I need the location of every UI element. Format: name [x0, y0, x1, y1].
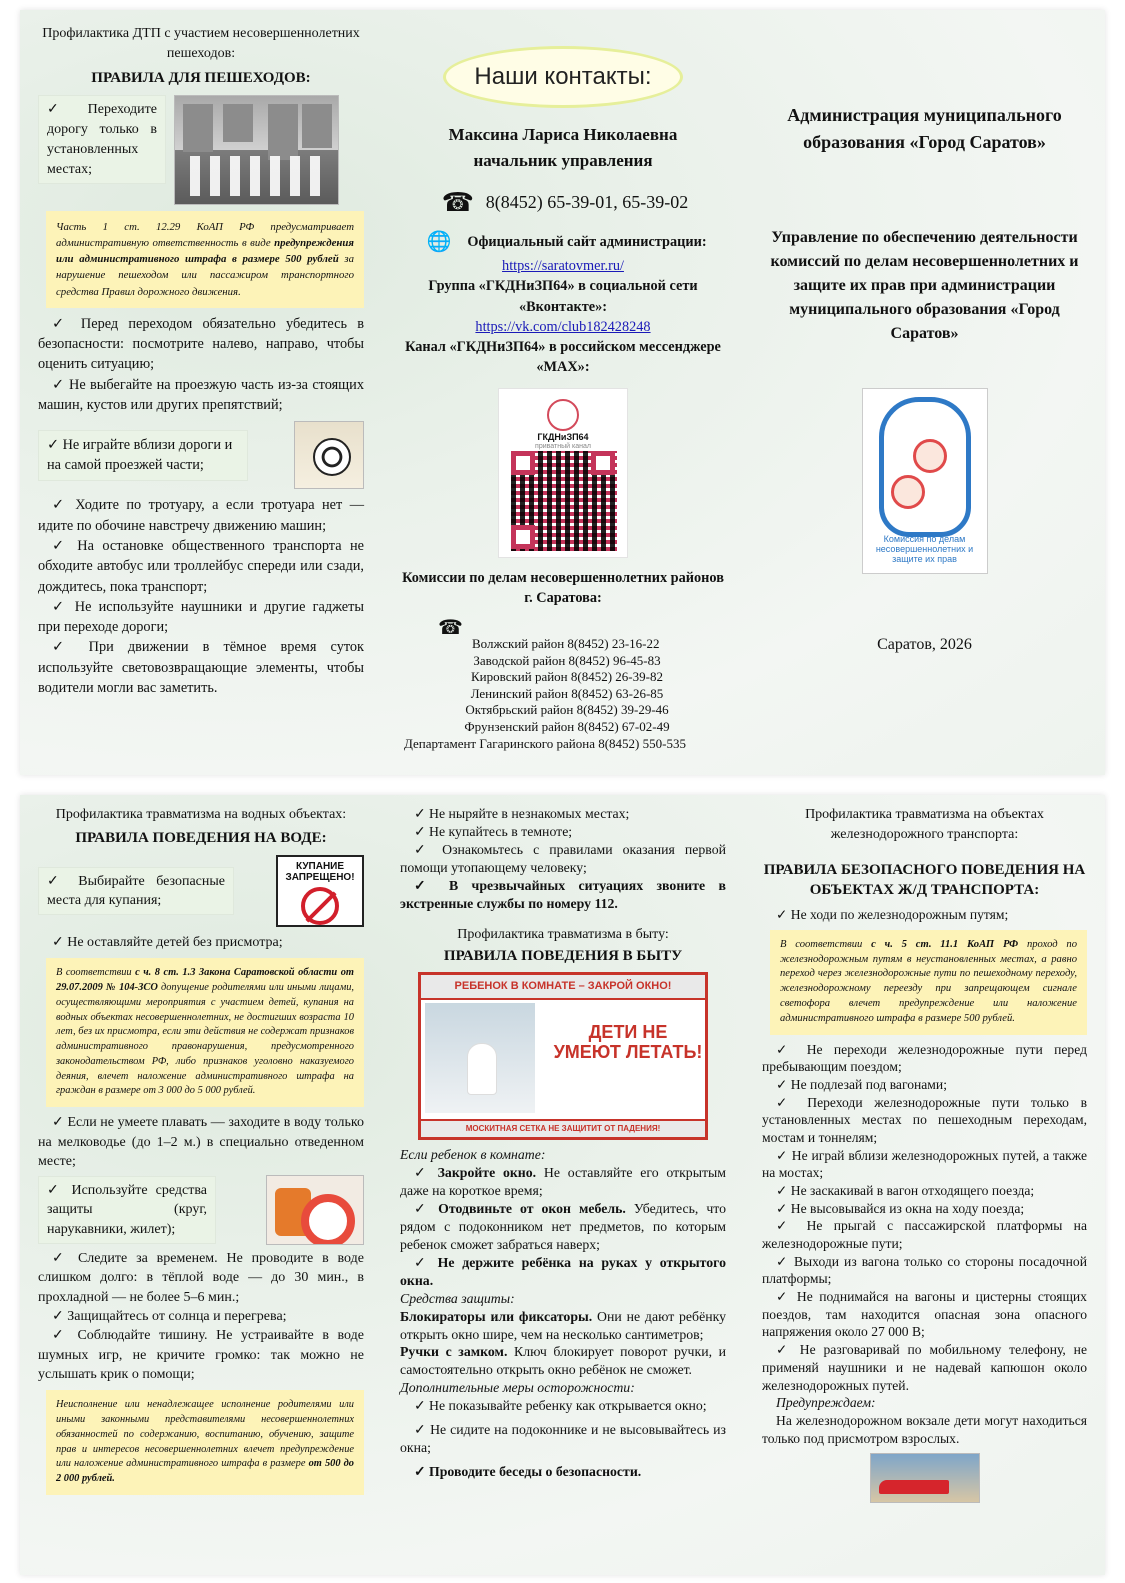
head-name: Максина Лариса Николаевна	[448, 125, 678, 144]
city-year: Саратов, 2026	[877, 636, 972, 653]
rule-item: ✓ Следите за временем. Не проводите в воде слишком долго: в тёплой воде — до 30 мин., в прохладной — не более 5–6 мин.;	[38, 1249, 364, 1307]
rule-item: ✓ Переходите дорогу только в установленных местах;	[38, 95, 166, 185]
commission-logo	[862, 388, 988, 574]
max-label: Канал «ГКДНиЗП64» в российском мессенджере «МАХ»:	[405, 339, 721, 376]
warning-label: Предупреждаем:	[776, 1395, 876, 1411]
district-phone: Волжский район 8(8452) 23-16-22	[472, 635, 660, 651]
crosswalk-image	[174, 95, 339, 205]
rule-item: ✓ Если не умеете плавать — заходите в воду только на мелководье (до 1–2 м.) в специально отведенном месте;	[38, 1113, 364, 1171]
contacts-heading: Наши контакты:	[443, 46, 683, 108]
organization-title: Администрация муниципального образования «Город Саратов»	[787, 105, 1062, 152]
district-phone: Департамент Гагаринского района 8(8452) 550-535	[404, 735, 686, 751]
rule-item: ✓ На остановке общественного транспорта не обходите автобус или троллейбус спереди или сзади, дождитесь, пока транспорт;	[38, 536, 364, 597]
commissions-title: Комиссии по делам несовершеннолетних районов г. Саратова:	[402, 569, 724, 607]
phone-icon: ☎	[441, 187, 474, 217]
life-vest-image	[266, 1175, 364, 1245]
rule-item: ✓ Не играйте вблизи дороги и на самой проезжей части;	[38, 430, 248, 481]
district-phone: Кировский район 8(8452) 26-39-82	[471, 669, 663, 685]
legal-note: В соответствии с ч. 8 ст. 1.3 Закона Саратовской области от 29.07.2009 № 104-ЗСО допущение родителями или иными лицами, осуществляющими мероприятия с участием детей, купания на водных объектах несовершеннолетних, не достигших возраста 10 лет, без их присмотра, если эти действия не содержат признаков административного правонарушения, предусмотренного законодательством РФ, либо признаков уголовно наказуемого деяния, влечет наложение административного штрафа на граждан в размере от 3 000 до 5 000 рублей.	[46, 958, 364, 1107]
rule-item: ✓ Не прыгай с пассажирской платформы на железнодорожные пути;	[762, 1217, 1087, 1252]
child-at-window-image	[425, 1003, 535, 1113]
section-subtitle: Профилактика ДТП с участием несовершеннолетних пешеходов:	[42, 26, 360, 62]
rule-item: ✓ Не ныряйте в незнакомых местах;	[400, 805, 726, 823]
railway-rules-column	[744, 795, 1105, 1575]
window-safety-poster	[418, 972, 708, 1140]
section-title: ПРАВИЛА БЕЗОПАСНОГО ПОВЕДЕНИЯ НА ОБЪЕКТАХ Ж/Д ТРАНСПОРТА:	[763, 861, 1086, 898]
rule-item: ✓ Не разговаривай по мобильному телефону, не применяй наушники и не надевай капюшон около железнодорожных путей.	[762, 1341, 1087, 1394]
rule-item: ✓ Закройте окно. Не оставляйте его открытым даже на короткое время;	[400, 1164, 726, 1200]
rule-item: ✓ Не играй вблизи железнодорожных путей, а также на мостах;	[762, 1147, 1087, 1182]
district-phone: Фрунзенский район 8(8452) 67-02-49	[464, 719, 670, 735]
head-phone: 8(8452) 65-39-01, 65-39-02	[485, 192, 689, 213]
section-title: ПРАВИЛА ПОВЕДЕНИЯ НА ВОДЕ:	[75, 830, 327, 847]
logo-caption: Комиссия по делам несовершеннолетних и защите их прав	[875, 534, 974, 565]
vk-link[interactable]: https://vk.com/club182428248	[475, 318, 651, 335]
qr-title: ГКДНиЗП64	[537, 431, 589, 442]
qr-subtitle: приватный канал	[535, 442, 591, 450]
district-phone: Заводской район 8(8452) 96-45-83	[473, 652, 661, 668]
home-rules-column	[382, 795, 744, 1575]
protection-item: Ручки с замком. Ключ блокирует поворот ручки, и самостоятельно открыть окно ребёнок не сможет.	[400, 1344, 727, 1378]
train-image	[870, 1453, 980, 1503]
section-title: ПРАВИЛА ДЛЯ ПЕШЕХОДОВ:	[91, 69, 311, 86]
rule-item: ✓ Выходи из вагона только со стороны посадочной платформы;	[762, 1253, 1087, 1288]
legal-note: В соответствии с ч. 5 ст. 11.1 КоАП РФ проход по железнодорожным путям в неустановленных местах, а равно переход через железнодорожные пути по пешеходному переходу, железнодорожному переезду при запрещающем сигнале светофора влечет предупреждение или наложение административного штрафа в размере 500 рублей.	[770, 930, 1087, 1035]
subheading: Средства защиты:	[400, 1290, 515, 1306]
site-label: Официальный сайт администрации:	[467, 233, 707, 250]
district-list	[400, 616, 726, 752]
rule-item: ✓ Не высовывайся из окна на ходу поезда;	[762, 1200, 1087, 1218]
water-rules-column	[20, 795, 382, 1575]
brochure-inner-side	[20, 795, 1105, 1575]
phone-icon: ☎	[438, 617, 463, 640]
sign-text: КУПАНИЕ ЗАПРЕЩЕНО!	[285, 860, 355, 883]
rule-item: ✓ Не сидите на подоконнике и не высовывайтесь из окна;	[400, 1421, 726, 1457]
rule-item: ✓ Не ходи по железнодорожным путям;	[762, 906, 1087, 924]
rule-item: ✓ Не выбегайте на проезжую часть из-за стоящих машин, кустов или других препятствий;	[38, 375, 364, 416]
section-subtitle: Профилактика травматизма в быту:	[457, 926, 669, 942]
rule-item: ✓ Не купайтесь в темноте;	[400, 823, 726, 841]
district-phone: Октябрьский район 8(8452) 39-29-46	[465, 702, 669, 718]
rule-item: ✓ Отодвиньте от окон мебель. Убедитесь, что рядом с подоконником нет предметов, по которым ребенок сможет забраться наверх;	[400, 1200, 726, 1254]
football-image	[294, 421, 364, 489]
commission-logo-icon	[547, 399, 579, 431]
rule-item: ✓ Ознакомьтесь с правилами оказания первой помощи утопающему человеку;	[400, 841, 726, 877]
warning-text: На железнодорожном вокзале дети могут находиться только под присмотром взрослых.	[762, 1412, 1087, 1446]
rule-item: ✓ Используйте средства защиты (круг, нарукавники, жилет);	[38, 1176, 216, 1244]
rule-item: ✓ Проводите беседы о безопасности.	[400, 1463, 726, 1481]
prohibition-icon	[301, 887, 339, 925]
site-link[interactable]: https://saratovmer.ru/	[502, 257, 624, 274]
legal-note: Неисполнение или ненадлежащее исполнение родителями или иными законными представителями несовершеннолетних обязанностей по содержанию, воспитанию, обучению, защите прав и интересов несовершеннолетних влечет предупреждение или наложение административного штрафа в размере от 500 до 2 000 рублей.	[46, 1390, 364, 1495]
rule-item: ✓ Не держите ребёнка на руках у открытого окна.	[400, 1254, 726, 1290]
rule-item: ✓ Не используйте наушники и другие гаджеты при переходе дороги;	[38, 597, 364, 638]
district-phone: Ленинский район 8(8452) 63-26-85	[470, 685, 664, 701]
cover-column	[744, 10, 1105, 775]
brochure-outer-side	[20, 10, 1105, 775]
globe-icon: 🌐	[426, 230, 452, 253]
legal-note: Часть 1 ст. 12.29 КоАП РФ предусматривает административную ответственность в виде предупреждения или административного штрафа в размере 500 рублей за нарушение пешеходом или пассажиром транспортного средства Правил дорожного движения.	[46, 211, 364, 308]
subheading: Дополнительные меры осторожности:	[400, 1380, 635, 1396]
rule-item: ✓ В чрезвычайных ситуациях звоните в экстренные службы по номеру 112.	[400, 877, 726, 913]
section-subtitle: Профилактика травматизма на объектах железнодорожного транспорта:	[805, 807, 1044, 843]
rule-item: ✓ Не поднимайся на вагоны и цистерны стоящих поездов, там находится опасная зона опасного напряжения около 27 000 В;	[762, 1288, 1087, 1341]
section-title: ПРАВИЛА ПОВЕДЕНИЯ В БЫТУ	[443, 947, 683, 964]
no-swimming-sign	[276, 855, 364, 927]
rule-item: ✓ Перед переходом обязательно убедитесь в безопасности: посмотрите налево, направо, чтобы оценить ситуацию;	[38, 314, 364, 375]
pedestrian-rules-column	[20, 10, 382, 775]
rule-item: ✓ Не переходи железнодорожные пути перед пребывающим поездом;	[762, 1041, 1087, 1076]
poster-slogan: ДЕТИ НЕ УМЕЮТ ЛЕТАТЬ!	[553, 1022, 703, 1063]
poster-footer: МОСКИТНАЯ СЕТКА НЕ ЗАЩИТИТ ОТ ПАДЕНИЯ!	[421, 1119, 705, 1137]
qr-code[interactable]	[498, 388, 628, 558]
subheading: Если ребенок в комнате:	[400, 1147, 546, 1163]
contacts-column	[382, 10, 744, 775]
rule-item: ✓ Переходи железнодорожные пути только в установленных местах по пешеходным переходам, мостам и тоннелям;	[762, 1094, 1087, 1147]
rule-item: ✓ Защищайтесь от солнца и перегрева;	[38, 1307, 364, 1326]
department-title: Управление по обеспечению деятельности комиссий по делам несовершеннолетних и защите их прав при администрации муниципального образования «Город Саратов»	[770, 229, 1079, 342]
protection-item: Блокираторы или фиксаторы. Они не дают ребёнку открыть окно шире, чем на несколько сантиметров;	[400, 1308, 726, 1342]
rule-item: ✓ Не подлезай под вагонами;	[762, 1076, 1087, 1094]
rule-item: ✓ Соблюдайте тишину. Не устраивайте в воде шумных игр, не кричите громко: так можно не услышать крик о помощи;	[38, 1326, 364, 1384]
head-position: начальник управления	[473, 151, 653, 171]
vk-label: Группа «ГКДНиЗП64» в социальной сети «Вконтакте»:	[428, 278, 698, 315]
poster-header: РЕБЕНОК В КОМНАТЕ – ЗАКРОЙ ОКНО!	[421, 975, 705, 999]
rule-item: ✓ Ходите по тротуару, а если тротуара нет — идите по обочине навстречу движению машин;	[38, 495, 364, 536]
rule-item: ✓ Не показывайте ребенку как открывается окно;	[400, 1397, 726, 1415]
section-subtitle: Профилактика травматизма на водных объектах:	[55, 807, 347, 822]
rule-item: ✓ Не заскакивай в вагон отходящего поезда;	[762, 1182, 1087, 1200]
rule-item: ✓ При движении в тёмное время суток используйте световозвращающие элементы, чтобы водители могли вас заметить.	[38, 637, 364, 698]
rule-item: ✓ Не оставляйте детей без присмотра;	[38, 933, 364, 952]
rule-item: ✓ Выбирайте безопасные места для купания;	[38, 867, 234, 916]
